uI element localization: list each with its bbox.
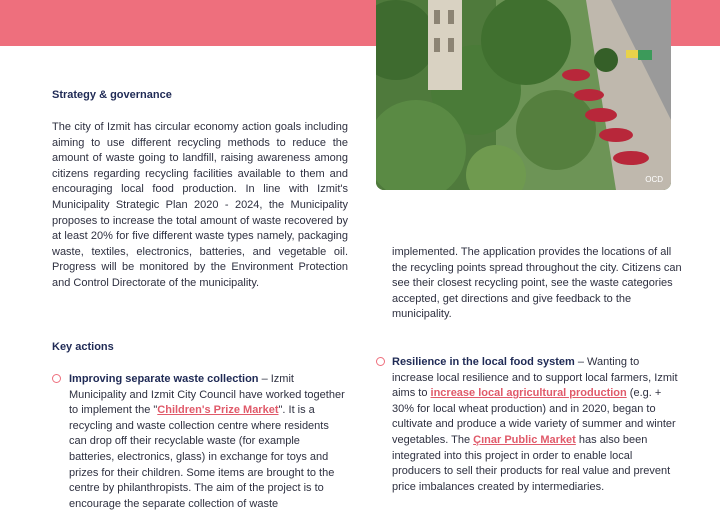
action-text-part1: – Izmit Municipality and Izmit City Council have worked together to implement the " [69,373,345,417]
action-text-part3: has also been integrated into this project in order to enable local producers to sell their products for real value and prevent price imbalances created by intermediaries. [392,433,671,493]
bullet-ring-icon [52,374,61,383]
strategy-heading: Strategy & governance [52,89,172,101]
action-text-part2: ". It is a recycling and waste collection centre where residents can drop off their recyclable waste (for example batteries, electronics, glass) in exchange for toys and prizes for their children. Some items are brought to the centre by philanthropists. The aim of the project is to encourage the separate collection of waste [69,404,335,510]
action-title: Improving separate waste collection [69,373,259,385]
park-illustration [376,0,671,190]
action-title: Resilience in the local food system [392,356,575,368]
action-item-waste-collection [52,372,348,512]
action-item-food-system [376,355,682,495]
action-text [376,355,682,495]
bullet-ring-icon [376,357,385,366]
key-actions-heading: Key actions [52,341,114,353]
agricultural-production-link[interactable]: increase local agricultural production [430,387,627,400]
action-text [52,372,348,512]
photo-credit: OCD [645,175,663,184]
continuation-paragraph: implemented. The application provides the locations of all the recycling points spread throughout the city. Citizens can see their closest recycling point, see the waste categories accepted, get directions and give feedback to the municipality. [392,246,682,321]
cinar-public-market-link[interactable]: Çınar Public Market [473,433,576,446]
strategy-paragraph: The city of Izmit has circular economy action goals including aiming to use different recycling methods to reduce the amount of waste going to landfill, raising awareness among citizens regarding recycling facilities available to them and encouraging local food production. In line with Izmit's Municipality Strategic Plan 2020 - 2024, the Municipality proposes to increase the total amount of waste recovered by at least 20% for five different waste types namely, packaging waste, textiles, electronics, batteries, and vegetable oil. Progress will be monitored by the Environment Protection and Control Directorate of the municipality. [52,121,348,289]
action-text-part2: (e.g. + 30% for local wheat production) and in 2020, began to cultivate and produce a wide variety of summer and winter vegetables. The [392,387,676,446]
action-text-part1: – Wanting to increase local resilience and to support local farmers, Izmit aims to [392,356,678,400]
childrens-prize-market-link[interactable]: Children's Prize Market [157,404,279,417]
city-photo [376,0,671,190]
